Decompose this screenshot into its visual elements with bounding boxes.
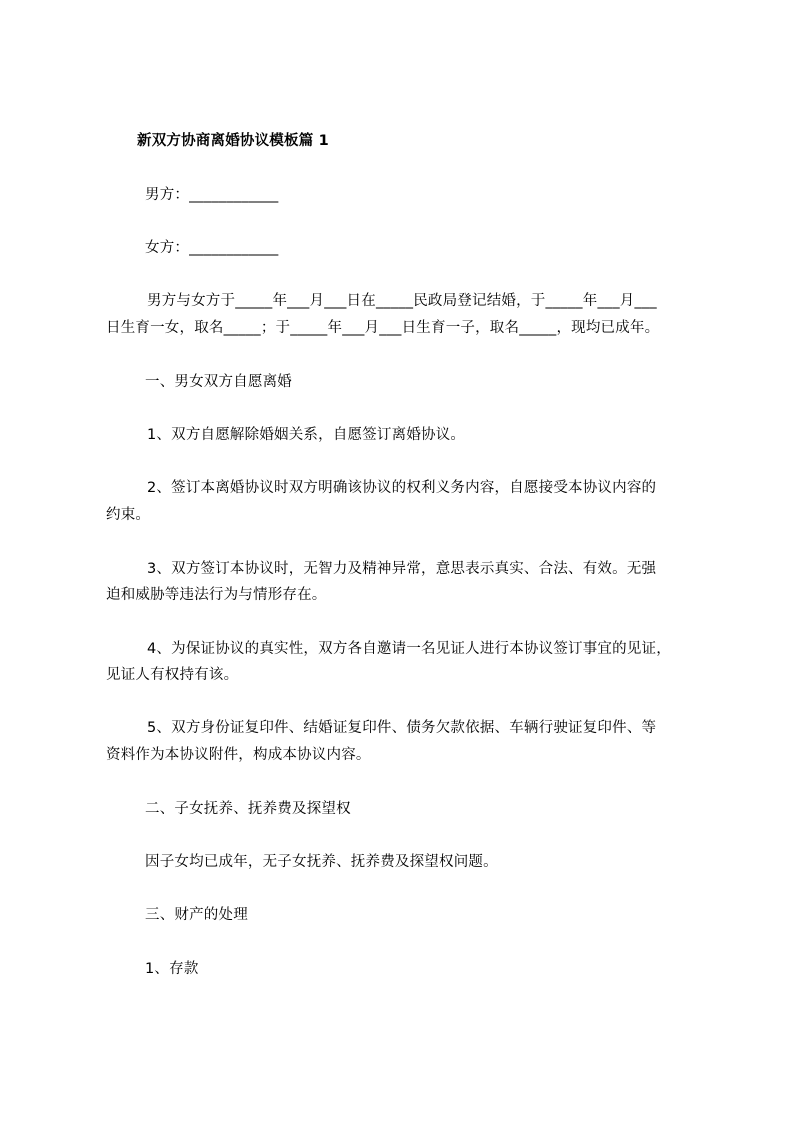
document-title: 新双方协商离婚协议模板篇 1 bbox=[137, 133, 329, 149]
intro-paragraph-line2: 日生育一女，取名_____；于_____年___月___日生育一子，取名_____，现均已成年。 bbox=[106, 320, 660, 336]
section3-item1: 1、存款 bbox=[145, 961, 199, 977]
section1-item5-line2: 资料作为本协议附件，构成本协议内容。 bbox=[106, 747, 371, 763]
male-party-field: 男方：____________ bbox=[145, 187, 279, 203]
section1-item5-line1: 5、双方身份证复印件、结婚证复印件、债务欠款依据、车辆行驶证复印件、等 bbox=[147, 720, 657, 736]
section3-heading: 三、财产的处理 bbox=[145, 907, 248, 923]
section1-item1: 1、双方自愿解除婚姻关系，自愿签订离婚协议。 bbox=[147, 427, 466, 443]
intro-paragraph-line1: 男方与女方于_____年___月___日在_____民政局登记结婚，于_____年___月___ bbox=[147, 293, 657, 309]
section2-text: 因子女均已成年，无子女抚养、抚养费及探望权问题。 bbox=[145, 854, 498, 870]
section1-item3-line1: 3、双方签订本协议时，无智力及精神异常，意思表示真实、合法、有效。无强 bbox=[147, 561, 657, 577]
section1-item2-line2: 约束。 bbox=[106, 507, 151, 523]
section1-item4-line2: 见证人有权持有该。 bbox=[106, 667, 239, 683]
female-party-field: 女方：____________ bbox=[145, 240, 279, 256]
section1-item3-line2: 迫和威胁等违法行为与情形存在。 bbox=[106, 587, 327, 603]
section2-heading: 二、子女抚养、抚养费及探望权 bbox=[145, 801, 351, 817]
section1-heading: 一、男女双方自愿离婚 bbox=[145, 374, 292, 390]
section1-item4-line1: 4、为保证协议的真实性，双方各自邀请一名见证人进行本协议签订事宜的见证， bbox=[147, 641, 671, 657]
section1-item2-line1: 2、签订本离婚协议时双方明确该协议的权利义务内容，自愿接受本协议内容的 bbox=[147, 480, 657, 496]
